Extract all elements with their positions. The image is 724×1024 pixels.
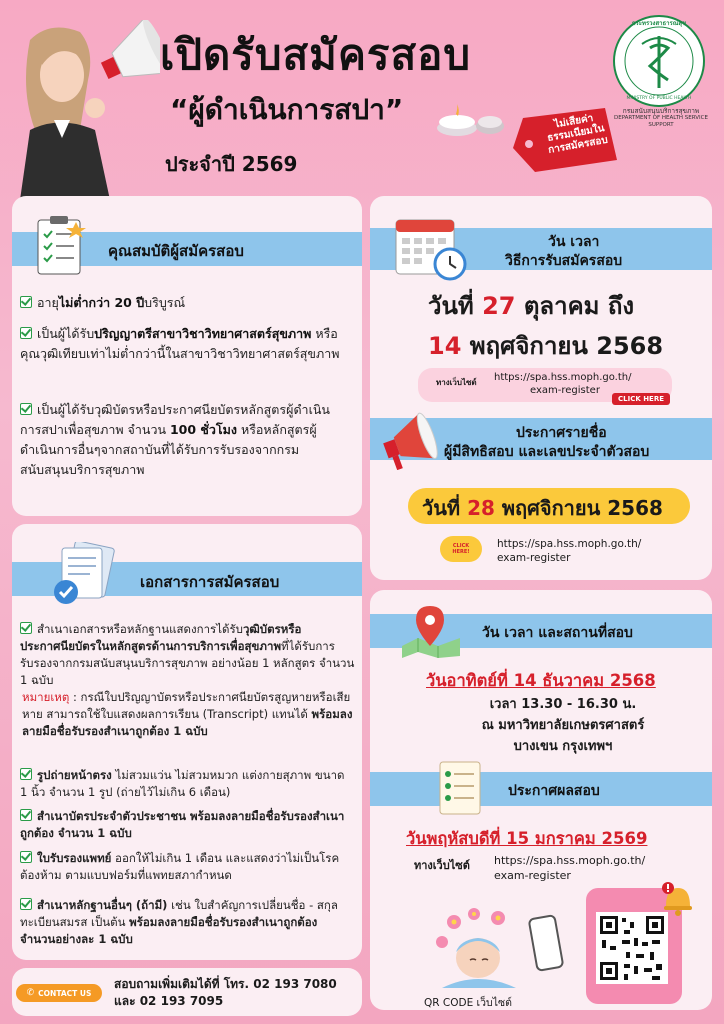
url-line-1: https://spa.hss.moph.go.th/ [497, 538, 642, 550]
url-line-1: https://spa.hss.moph.go.th/ [494, 372, 632, 383]
qr-code[interactable] [596, 912, 668, 984]
qualification-text: เป็นผู้ได้รับวุฒิบัตรหรือประกาศนียบัตรหลักสูตรผู้ดำเนินการสปาเพื่อสุขภาพ จำนวน [20, 402, 330, 437]
date-day-number: 27 [482, 292, 516, 320]
qualification-text: อายุ [37, 295, 59, 310]
document-emphasis: สำเนาหลักฐานอื่นๆ (ถ้ามี) [37, 898, 168, 912]
click-here-button[interactable]: CLICK HERE [612, 393, 670, 405]
contact-phone-line-2: และ 02 193 7095 [114, 994, 224, 1008]
document-text: ที่ได้รับการรับรองจากกรมสนับสนุนบริการสุขภาพ อย่างน้อย 1 หลักสูตร จำนวน 1 ฉบับ [20, 639, 355, 687]
note-text: : กรณีใบปริญญาบัตรหรือประกาศนียบัตรสูญหายหรือเสียหาย สามารถใช้ใบแสดงผลการเรียน (Transcript) แทนได้ [22, 690, 351, 721]
results-url[interactable] [494, 853, 645, 883]
date-month: พฤศจิกายน 2568 [494, 496, 663, 520]
click-here-badge-text: CLICK HERE! [452, 543, 470, 555]
qualification-text: บริบูรณ์ [144, 295, 186, 310]
date-month: พฤศจิกายน 2568 [461, 332, 664, 360]
free-fee-tag [505, 100, 620, 180]
exam-time: เวลา 13.30 - 16.30 น. [489, 697, 637, 712]
results-heading: ประกาศผลสอบ [508, 783, 600, 799]
check-icon [20, 327, 32, 339]
application-heading-1: วัน เวลา [548, 234, 600, 250]
contact-us-label: CONTACT US [38, 988, 92, 998]
url-line-2: exam-register [530, 385, 600, 396]
document-emphasis: รูปถ่ายหน้าตรง [37, 768, 112, 782]
announce-url[interactable] [497, 537, 641, 565]
document-item [20, 621, 355, 740]
spa-woman-illustration [432, 908, 522, 988]
documents-heading: เอกสารการสมัครสอบ [140, 573, 280, 591]
url-line-2: exam-register [494, 869, 571, 882]
exam-place-2: บางเขน กรุงเทพฯ [513, 739, 613, 754]
qualification-item [20, 324, 340, 364]
application-end-date [428, 326, 663, 365]
page-title: เปิดรับสมัครสอบ [160, 30, 472, 79]
document-item [20, 897, 355, 948]
qualifications-heading: คุณสมบัติผู้สมัครสอบ [108, 242, 244, 260]
announce-heading-2: ผู้มีสิทธิสอบ และเลขประจำตัวสอบ [444, 444, 650, 460]
document-text: สำเนาเอกสารหรือหลักฐานแสดงการได้รับ [37, 622, 243, 636]
spa-candles-illustration [432, 100, 512, 140]
document-emphasis: สำเนาบัตรประจำตัวประชาชน พร้อมลงลายมือชื่อรับรองสำเนาถูกต้อง จำนวน 1 ฉบับ [20, 809, 345, 840]
map-pin-icon [398, 602, 464, 658]
department-name-th: กรมสนับสนุนบริการสุขภาพ [622, 107, 700, 115]
url-line-2: exam-register [497, 552, 571, 564]
checklist-icon [36, 216, 88, 278]
date-month: ตุลาคม ถึง [515, 292, 635, 320]
document-item [20, 808, 355, 842]
results-list-icon [436, 760, 486, 816]
website-label: ทางเว็บไซต์ [436, 378, 477, 387]
results-website-label: ทางเว็บไซต์ [414, 859, 470, 872]
document-item [20, 850, 355, 884]
url-line-1: https://spa.hss.moph.go.th/ [494, 854, 646, 867]
document-note [20, 689, 355, 740]
exam-place-1: ณ มหาวิทยาลัยเกษตรศาสตร์ [481, 718, 645, 733]
check-icon [20, 296, 32, 308]
document-emphasis: พร้อมลงลายมือชื่อรับรองสำเนาถูกต้อง จำนวนอย่างละ 1 ฉบับ [20, 915, 318, 946]
contact-phone-line-1: สอบถามเพิ่มเติมได้ที่ โทร. 02 193 7080 [114, 977, 337, 991]
year-label: ประจำปี 2569 [165, 152, 298, 176]
department-name-en: DEPARTMENT OF HEALTH SERVICE SUPPORT [613, 115, 708, 128]
department-name [606, 108, 716, 129]
note-emphasis: พร้อมลงลายมือชื่อรับรองสำเนาถูกต้อง 1 ฉบับ [22, 707, 353, 738]
qualification-emphasis: 100 ชั่วโมง [169, 422, 237, 437]
check-icon [20, 768, 32, 780]
results-date: วันพฤหัสบดีที่ 15 มกราคม 2569 [406, 829, 648, 848]
calendar-clock-icon [394, 214, 470, 282]
check-icon [20, 403, 32, 415]
qualification-text: เป็นผู้ได้รับ [37, 326, 95, 341]
contact-info [114, 976, 337, 1010]
date-prefix: วันที่ [422, 496, 468, 520]
qualification-emphasis: ไม่ต่ำกว่า 20 ปี [58, 295, 145, 310]
note-label: หมายเหตุ [22, 690, 70, 704]
free-fee-text: ไม่เสียค่าธรรมเนียมในการสมัครสอบ [546, 112, 609, 156]
exam-heading: วัน เวลา และสถานที่สอบ [482, 625, 633, 641]
announce-date [422, 492, 663, 524]
date-prefix: วันที่ [428, 292, 483, 320]
document-text: ออกให้ไม่เกิน 1 เดือน และแสดงว่าไม่เป็นโรคต้องห้าม ตามแบบฟอร์มที่แพทยสภากำหนด [20, 851, 340, 882]
check-icon [20, 622, 32, 634]
notification-bell-icon [656, 878, 696, 918]
date-day-number: 14 [428, 332, 462, 360]
logo-thai-text: กระทรวงสาธารณสุข [631, 20, 687, 27]
document-emphasis: วุฒิบัตรหรือประกาศนียบัตรในหลักสูตรด้านการบริการเพื่อสุขภาพ [20, 622, 302, 653]
exam-details [448, 694, 678, 757]
check-icon [20, 851, 32, 863]
megaphone-icon [378, 412, 442, 470]
document-text: เช่น ใบสำคัญการเปลี่ยนชื่อ - สกุล ทะเบียนสมรส เป็นต้น [20, 898, 338, 929]
qr-code-icon [596, 912, 668, 984]
qualification-text: หรือคุณวุฒิเทียบเท่าไม่ต่ำกว่านี้ในสาขาวิชาวิทยาศาสตร์สุขภาพ [20, 326, 340, 361]
logo-ring-text: MINISTRY OF PUBLIC HEALTH [626, 96, 692, 101]
ministry-seal-icon [612, 14, 706, 108]
qualification-emphasis: ปริญญาตรีสาขาวิชาวิทยาศาสตร์สุขภาพ [94, 326, 312, 341]
contact-us-button[interactable] [16, 984, 102, 1002]
qr-label: QR CODE เว็บไซต์ [424, 997, 512, 1009]
ministry-logo [612, 14, 706, 108]
date-day-number: 28 [467, 496, 495, 520]
click-here-badge[interactable] [440, 536, 482, 562]
woman-megaphone-illustration [10, 20, 160, 200]
document-item [20, 767, 355, 801]
application-url[interactable] [494, 371, 631, 397]
qualification-item [20, 293, 350, 313]
phone-icon: ✆ [26, 988, 35, 998]
qualification-text: หรือหลักสูตรผู้ดำเนินการอื่นๆจากสถาบันที่ได้รับการรับรองจากกรมสนับสนุนบริการสุขภาพ [20, 422, 317, 477]
check-icon [20, 898, 32, 910]
document-text: ไม่สวมแว่น ไม่สวมหมวก แต่งกายสุภาพ ขนาด 1 นิ้ว จำนวน 1 รูป (ถ่ายไว้ไม่เกิน 6 เดือน) [20, 768, 345, 799]
announce-heading-1: ประกาศรายชื่อ [516, 425, 607, 441]
qualification-item [20, 400, 340, 480]
application-heading-2: วิธีการรับสมัครสอบ [505, 253, 623, 269]
check-icon [20, 809, 32, 821]
exam-date: วันอาทิตย์ที่ 14 ธันวาคม 2568 [426, 671, 656, 690]
application-start-date [428, 286, 634, 325]
document-emphasis: ใบรับรองแพทย์ [37, 851, 112, 865]
documents-icon [50, 542, 126, 606]
page-subtitle: “ผู้ดำเนินการสปา” [170, 93, 404, 126]
